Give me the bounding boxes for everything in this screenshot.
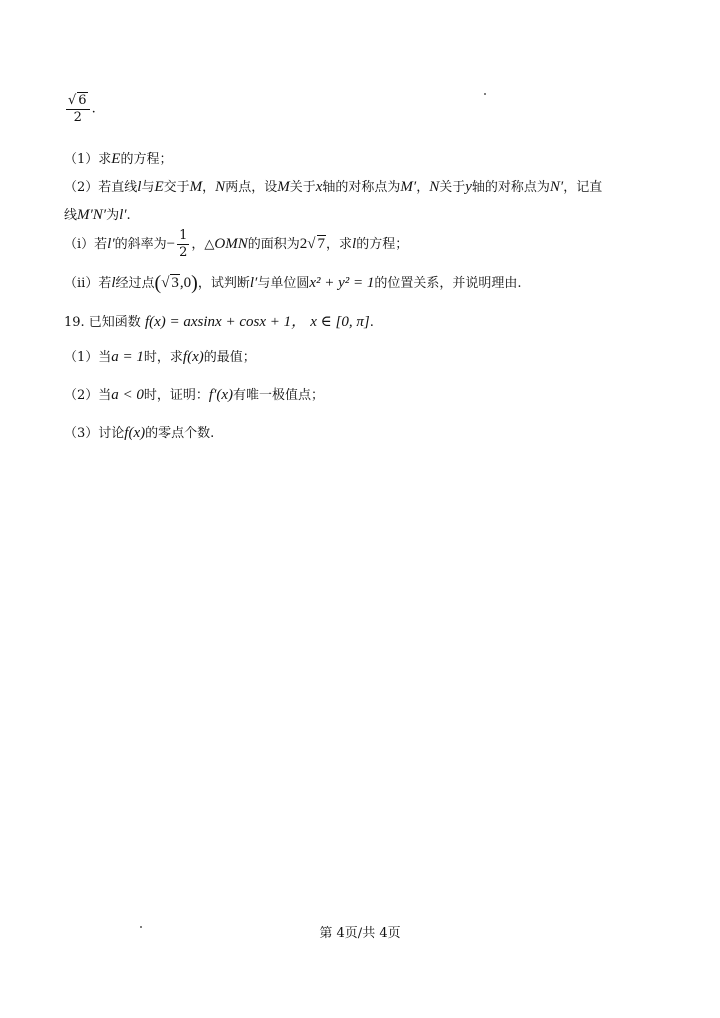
qi-comma: ，	[191, 237, 205, 252]
unit-circle-equation: x² + y² = 1	[309, 275, 375, 291]
q2-x-sym: 轴的对称点为	[322, 180, 401, 195]
qi-ask: ，求	[326, 237, 353, 252]
q2-y-sym: 轴的对称点为	[471, 180, 550, 195]
var-l: l	[111, 275, 116, 291]
function-definition: f(x) = axsinx + cosx + 1，	[144, 314, 307, 330]
minus-sign: −	[166, 236, 176, 252]
question-19-2	[64, 384, 324, 404]
paren-left: (	[154, 272, 162, 294]
q2-two-points: 两点，设	[225, 180, 278, 195]
question-1-tail: 的方程；	[120, 152, 173, 167]
question-2-i	[64, 228, 408, 261]
var-M: M	[277, 179, 290, 195]
var-x: x	[315, 179, 323, 195]
question-19-3	[64, 422, 214, 442]
var-y: y	[465, 179, 472, 195]
q2-note: ，记直	[563, 180, 603, 195]
sqrt-value: 3	[171, 275, 179, 291]
question-2-ii	[64, 272, 522, 295]
function: f(x)	[124, 425, 146, 441]
p3-label: （3）讨论	[64, 426, 125, 441]
sqrt-value: 6	[78, 93, 87, 108]
qii-with: 与单位圆	[257, 276, 310, 291]
p1-rest: 的最值；	[203, 350, 256, 365]
p2-label: （2）当	[64, 388, 112, 403]
paren-right: )	[191, 272, 198, 294]
question-1-label: （1）求	[64, 152, 112, 167]
q2-comma: ，	[416, 180, 430, 195]
var-E: E	[154, 179, 164, 195]
q2-comma: ，	[202, 180, 216, 195]
var-N: N	[215, 179, 226, 195]
qii-judge: ，试判断	[197, 276, 250, 291]
decorative-dot	[484, 93, 486, 95]
function-derivative: f′(x)	[208, 387, 234, 403]
p2-when: 时，证明：	[143, 388, 209, 403]
p2-rest: 有唯一极值点；	[233, 388, 325, 403]
q2-label: （2）若直线	[64, 180, 138, 195]
q2-with: 与	[141, 180, 155, 195]
q2-about: 关于	[439, 180, 466, 195]
var-OMN: OMN	[214, 236, 248, 252]
var-l: l	[137, 179, 142, 195]
var-l: l	[352, 236, 357, 252]
qi-slope: 的斜率为	[114, 237, 167, 252]
var-N: N	[429, 179, 440, 195]
fraction	[66, 92, 90, 126]
qi-area: 的面积为	[247, 237, 300, 252]
qi-label: （ⅰ）若	[64, 237, 108, 252]
domain: x ∈ [0, π]	[310, 314, 370, 330]
qii-through: 经过点	[115, 276, 155, 291]
fraction-sqrt6-over-2	[64, 92, 96, 126]
q2-intersect: 交于	[163, 180, 190, 195]
coef-2: 2	[299, 236, 308, 252]
fraction-denominator: 2	[179, 245, 188, 260]
var-M-prime: M′	[400, 179, 417, 195]
page-footer: 第 4页/共 4页	[319, 926, 401, 941]
q19-end: .	[369, 315, 374, 330]
qii-rest: 的位置关系，并说明理由.	[374, 276, 522, 291]
fraction-period: .	[91, 101, 96, 117]
p3-rest: 的零点个数.	[145, 426, 215, 441]
var-N-prime: N′	[549, 179, 564, 195]
slope-fraction	[177, 228, 189, 261]
var-l-prime: l′	[249, 275, 258, 291]
qii-label: （ⅱ）若	[64, 276, 112, 291]
q2-end: .	[126, 208, 131, 223]
p1-label: （1）当	[64, 350, 112, 365]
question-1	[64, 148, 172, 168]
var-l-prime: l′	[107, 236, 115, 252]
p1-when: 时，求	[143, 350, 183, 365]
question-19	[64, 310, 374, 331]
point-y: ,0	[179, 275, 192, 291]
fraction-denominator: 2	[73, 110, 82, 125]
var-MN-prime: M′N′	[77, 207, 107, 223]
sqrt-value: 7	[317, 236, 325, 252]
function: f(x)	[182, 349, 204, 365]
var-M: M	[189, 179, 203, 195]
condition: a = 1	[111, 349, 144, 365]
q19-label: 19. 已知函数	[64, 315, 141, 330]
condition: a < 0	[111, 387, 144, 403]
q2-line-word: 线	[64, 208, 78, 223]
fraction-numerator: √ 6	[66, 92, 90, 110]
triangle-symbol: △	[204, 237, 215, 252]
question-2-line-1	[64, 176, 602, 196]
var-E: E	[111, 151, 121, 167]
fraction-numerator: 1	[179, 228, 188, 243]
q2-about: 关于	[289, 180, 316, 195]
qi-eq: 的方程；	[356, 237, 409, 252]
sqrt-symbol: √	[161, 275, 170, 291]
q2-as: 为	[106, 208, 120, 223]
question-19-1	[64, 346, 256, 366]
question-2-line-2	[64, 204, 131, 224]
sqrt-symbol: √	[307, 236, 316, 252]
var-l-prime: l′	[119, 207, 127, 223]
